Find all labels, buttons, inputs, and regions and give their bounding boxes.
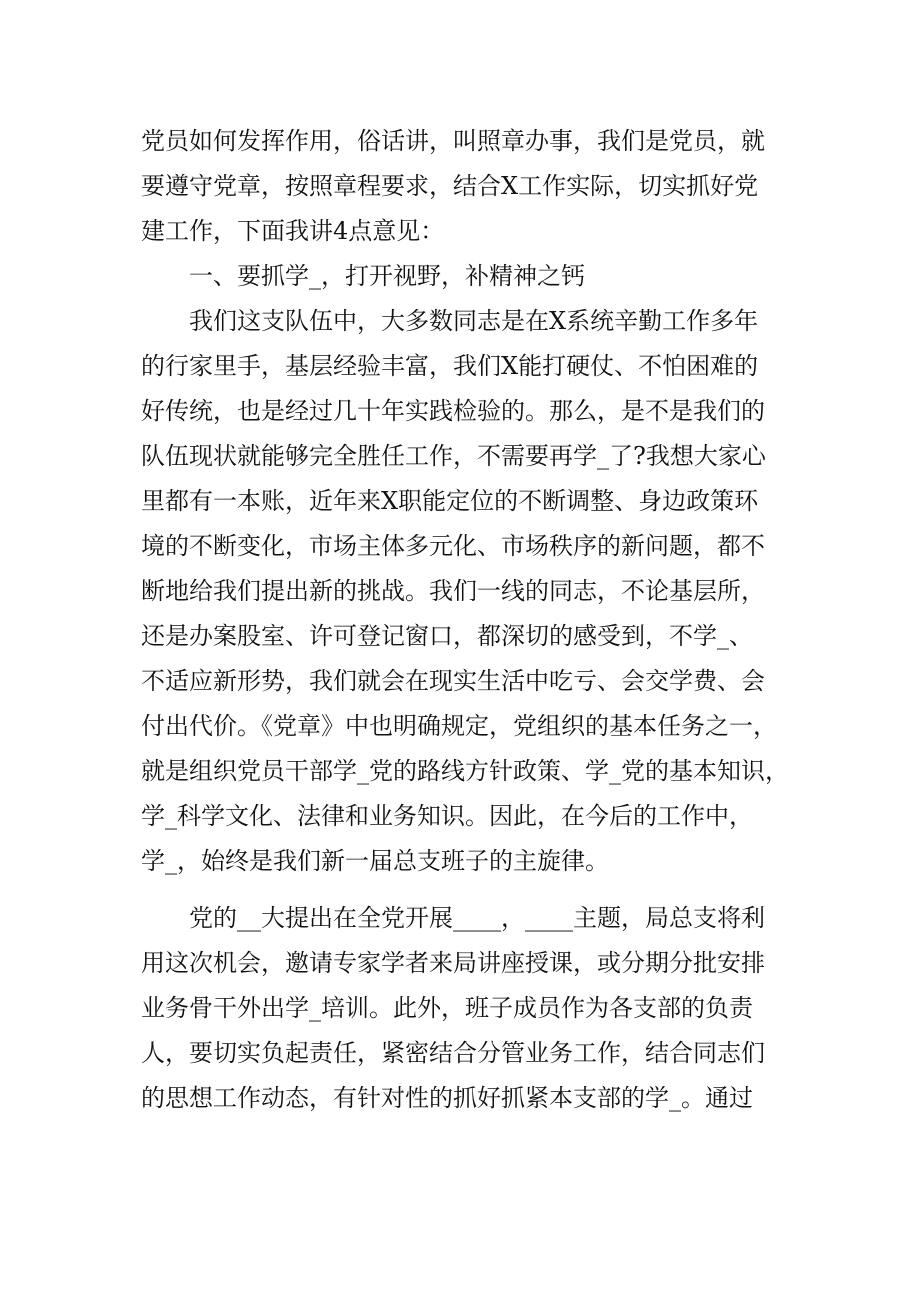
document-body: [141, 119, 801, 1121]
text-line: 一、要抓学_，打开视野，补精神之钙: [189, 262, 585, 290]
text-line: 好传统，也是经过几十年实践检验的。那么，是不是我们的: [141, 397, 765, 425]
paragraph: [141, 299, 801, 884]
paragraph: [141, 896, 801, 1121]
text-line: 用这次机会，邀请专家学者来局讲座授课，或分期分批安排: [141, 949, 765, 977]
text-line: 建工作，下面我讲4点意见：: [141, 217, 445, 245]
text-line: 党的__大提出在全党开展____，____主题，局总支将利: [189, 904, 765, 932]
text-line: 人，要切实负起责任，紧密结合分管业务工作，结合同志们: [141, 1039, 765, 1067]
text-line: 我们这支队伍中，大多数同志是在X系统辛勤工作多年: [189, 307, 759, 335]
text-line: 的思想工作动态，有针对性的抓好抓紧本支部的学_。通过: [141, 1084, 753, 1112]
text-line: 断地给我们提出新的挑战。我们一线的同志，不论基层所，: [141, 577, 765, 605]
text-line: 境的不断变化，市场主体多元化、市场秩序的新问题，都不: [141, 532, 765, 560]
paragraph-gap: [141, 884, 801, 896]
text-line: 业务骨干外出学_培训。此外，班子成员作为各支部的负责: [141, 994, 753, 1022]
text-line: 就是组织党员干部学_党的路线方针政策、学_党的基本知识，: [141, 757, 789, 785]
text-line: 还是办案股室、许可登记窗口，都深切的感受到，不学_、: [141, 622, 753, 650]
paragraph: [141, 254, 801, 299]
text-line: 的行家里手，基层经验丰富，我们X能打硬仗、不怕困难的: [141, 352, 759, 380]
text-line: 党员如何发挥作用，俗话讲，叫照章办事，我们是党员，就: [141, 127, 765, 155]
text-line: 队伍现状就能够完全胜任工作，不需要再学_了?我想大家心: [141, 442, 766, 470]
paragraph: [141, 119, 801, 254]
text-line: 学_，始终是我们新一届总支班子的主旋律。: [141, 847, 609, 875]
text-line: 要遵守党章，按照章程要求，结合X工作实际，切实抓好党: [141, 172, 759, 200]
text-line: 里都有一本账，近年来X职能定位的不断调整、身边政策环: [141, 487, 759, 515]
text-line: 不适应新形势，我们就会在现实生活中吃亏、会交学费、会: [141, 667, 765, 695]
text-line: 付出代价。《党章》中也明确规定，党组织的基本任务之一，: [141, 712, 777, 740]
text-line: 学_科学文化、法律和业务知识。因此，在今后的工作中，: [141, 802, 753, 830]
